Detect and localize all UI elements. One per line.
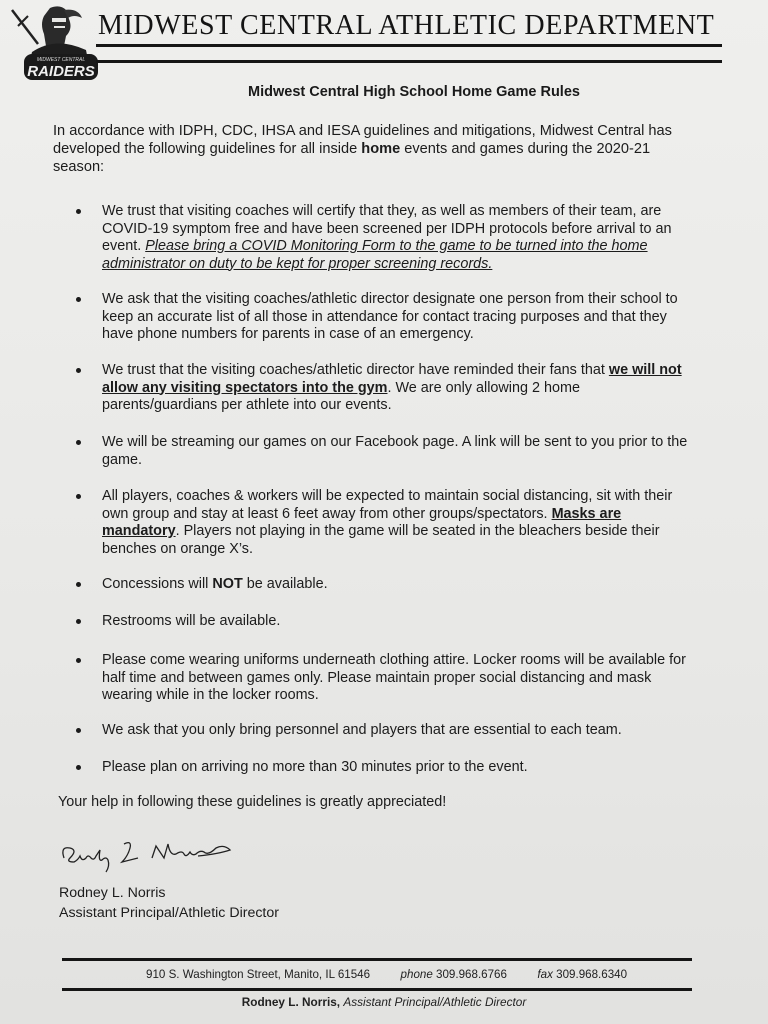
bullet-dot bbox=[76, 619, 81, 624]
footer-rule-top bbox=[62, 958, 692, 961]
rule-text: We will be streaming our games on our Facebook page. A link will be sent to you prior to the game. bbox=[102, 434, 688, 468]
header-rule-top bbox=[96, 44, 722, 47]
rule-text: We ask that you only bring personnel and players that are essential to each team. bbox=[102, 722, 622, 738]
rule-text-end: . We are only allowing 2 home parents/guardians per athlete into our events. bbox=[102, 379, 580, 413]
bullet-dot bbox=[76, 658, 81, 663]
intro-bold: home bbox=[361, 141, 401, 157]
rule-item bbox=[76, 759, 696, 777]
bullet-dot bbox=[76, 209, 81, 214]
footer-address: 910 S. Washington Street, Manito, IL 61546 bbox=[146, 968, 371, 981]
rule-text: Please come wearing uniforms underneath clothing attire. Locker rooms will be available for half time and between games only. Please maintain proper social distancing and mask wearing while in the locker rooms. bbox=[102, 652, 686, 703]
rule-text: Please plan on arriving no more than 30 minutes prior to the event. bbox=[102, 759, 528, 775]
bullet-dot bbox=[76, 765, 81, 770]
footer-contact bbox=[146, 968, 627, 981]
rule-item bbox=[76, 434, 696, 469]
rule-item bbox=[76, 576, 696, 594]
bullet-dot bbox=[76, 494, 81, 499]
rule-text: All players, coaches & workers will be expected to maintain social distancing, sit with their own group and stay at least 6 feet away from other groups/spectators. bbox=[102, 488, 673, 522]
signer-name: Rodney L. Norris bbox=[59, 885, 166, 901]
footer-name: Rodney L. Norris, bbox=[241, 995, 341, 1009]
rule-text-end: be available. bbox=[242, 576, 328, 592]
intro-text-end: events and games during the 2020-21 season: bbox=[53, 141, 651, 175]
footer-phone: 309.968.6766 bbox=[436, 968, 507, 981]
bullet-dot bbox=[76, 297, 81, 302]
rule-item bbox=[76, 488, 696, 558]
header-rule-bottom bbox=[96, 60, 722, 63]
closing-line: Your help in following these guidelines is greatly appreciated! bbox=[58, 794, 447, 810]
rule-item bbox=[76, 291, 696, 344]
rule-emphasis: NOT bbox=[212, 576, 243, 592]
intro-text: In accordance with IDPH, CDC, IHSA and IESA guidelines and mitigations, Midwest Central has developed the following guidelines for all inside bbox=[53, 123, 672, 157]
department-title: MIDWEST CENTRAL ATHLETIC DEPARTMENT bbox=[98, 10, 715, 41]
document-title: Midwest Central High School Home Game Rules bbox=[248, 84, 580, 100]
footer-fax-label: fax bbox=[537, 968, 553, 981]
rule-item bbox=[76, 613, 696, 631]
bullet-dot bbox=[76, 728, 81, 733]
bullet-dot bbox=[76, 440, 81, 445]
rule-text: Concessions will bbox=[102, 576, 213, 592]
rule-text-end: . Players not playing in the game will be seated in the bleachers beside their benches on orange X’s. bbox=[102, 523, 660, 557]
signer-title: Assistant Principal/Athletic Director bbox=[59, 905, 279, 921]
footer-phone-label: phone bbox=[400, 968, 433, 981]
rule-emphasis: Masks are mandatory bbox=[102, 505, 622, 539]
rule-text: We trust that visiting coaches will certify that they, as well as members of their team, are COVID-19 symptom free and have been screened per IDPH protocols before arrival to an event. bbox=[102, 203, 672, 254]
handwritten-signature bbox=[58, 836, 234, 876]
rule-text: We ask that the visiting coaches/athletic director designate one person from their school to keep an accurate list of all those in attendance for contact tracing purposes and that they have phone numbers for parents in case of an emergency. bbox=[102, 291, 678, 342]
rule-emphasis: Please bring a COVID Monitoring Form to the game to be turned into the home administrator on duty to be kept for proper screening records. bbox=[102, 238, 648, 272]
rule-item bbox=[76, 362, 696, 415]
bullet-dot bbox=[76, 582, 81, 587]
footer-rule-bottom bbox=[62, 988, 692, 991]
rule-text: We trust that the visiting coaches/athletic director have reminded their fans that bbox=[102, 362, 609, 378]
rule-item bbox=[76, 652, 696, 705]
footer-fax: 309.968.6340 bbox=[556, 968, 628, 981]
raiders-logo bbox=[8, 4, 104, 84]
rule-item bbox=[76, 203, 696, 273]
rule-emphasis: we will not allow any visiting spectators into the gym bbox=[102, 362, 682, 396]
logo-badge-top: MIDWEST CENTRAL bbox=[36, 57, 86, 63]
footer-title: Assistant Principal/Athletic Director bbox=[343, 995, 527, 1009]
logo-badge-text: RAIDERS bbox=[27, 63, 95, 80]
rule-text: Restrooms will be available. bbox=[102, 613, 281, 629]
bullet-dot bbox=[76, 368, 81, 373]
footer-signoff bbox=[0, 995, 768, 1009]
rule-item bbox=[76, 722, 696, 740]
intro-paragraph bbox=[53, 122, 703, 176]
